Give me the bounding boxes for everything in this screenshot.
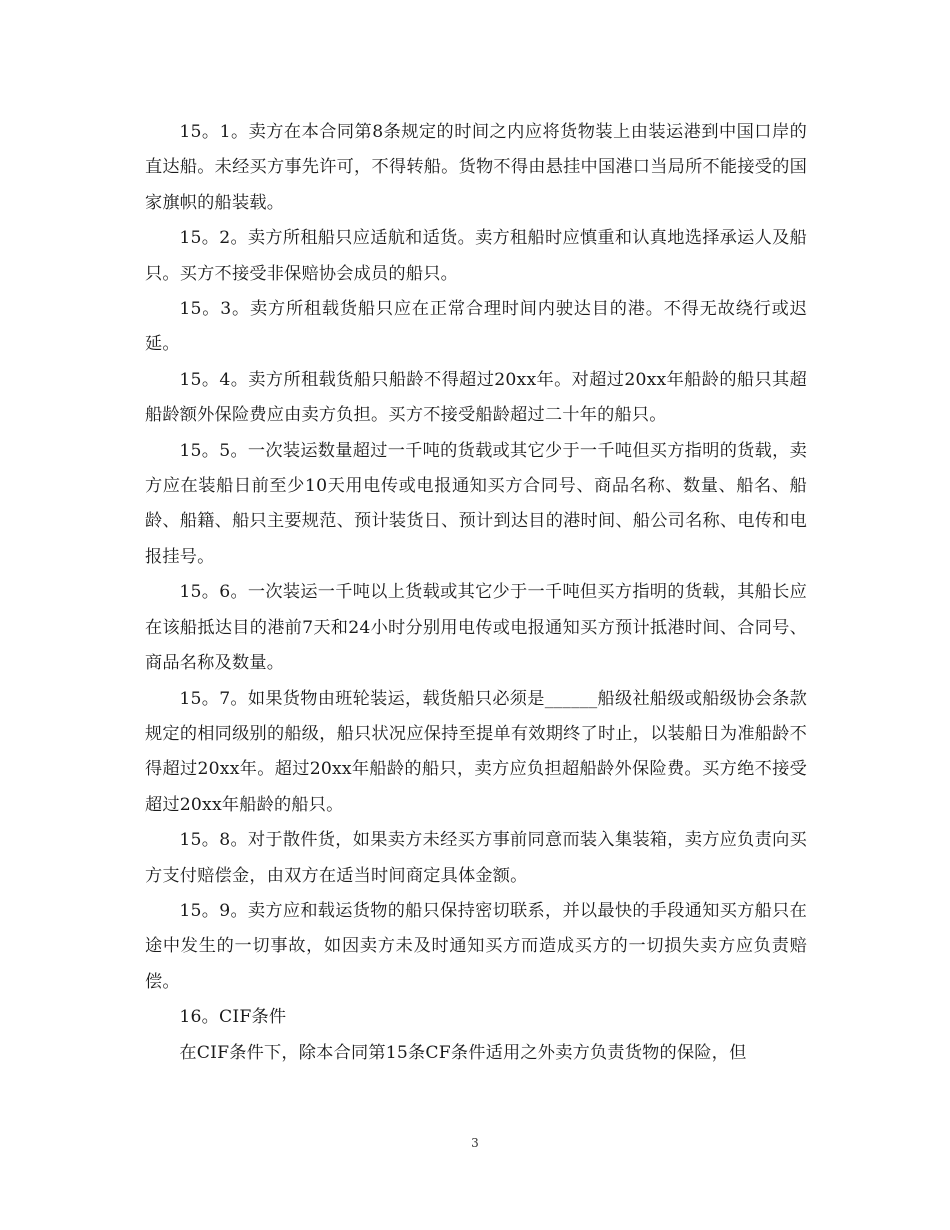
paragraph-15-3: 15。3。卖方所租载货船只应在正常合理时间内驶达目的港。不得无故绕行或迟延。 <box>145 299 807 355</box>
paragraph-15-1: 15。1。卖方在本合同第8条规定的时间之内应将货物装上由装运港到中国口岸的直达船。未经买方事先许可，不得转船。货物不得由悬挂中国港口当局所不能接受的国家旗帜的船装载。 <box>145 122 807 213</box>
paragraph-16-body: 在CIF条件下，除本合同第15条CF条件适用之外卖方负责货物的保险，但 <box>179 1042 747 1063</box>
paragraph-15-4: 15。4。卖方所租载货船只船龄不得超过20xx年。对超过20xx年船龄的船只其超船龄额外保险费应由卖方负担。买方不接受船龄超过二十年的船只。 <box>145 369 807 426</box>
paragraph-15-5: 15。5。一次装运数量超过一千吨的货载或其它少于一千吨但买方指明的货载，卖方应在装船日前至少10天用电传或电报通知买方合同号、商品名称、数量、船名、船龄、船籍、船只主要规范、预计装货日、预计到达目的港时间、船公司名称、电传和电报挂号。 <box>145 440 807 567</box>
section-heading-16: 16。CIF条件 <box>179 1007 287 1028</box>
paragraph-15-2: 15。2。卖方所租船只应适航和适货。卖方租船时应慎重和认真地选择承运人及船只。买方不接受非保赔协会成员的船只。 <box>145 228 807 284</box>
paragraph-15-6: 15。6。一次装运一千吨以上货载或其它少于一千吨但买方指明的货载，其船长应在该船抵达目的港前7天和24小时分别用电传或电报通知买方预计抵港时间、合同号、商品名称及数量。 <box>145 582 807 674</box>
paragraph-15-8: 15。8。对于散件货，如果卖方未经买方事前同意而装入集装箱，卖方应负责向买方支付赔偿金，由双方在适当时间商定具体金额。 <box>145 830 807 886</box>
page-number: 3 <box>471 1136 479 1150</box>
paragraph-15-9: 15。9。卖方应和载运货物的船只保持密切联系，并以最快的手段通知买方船只在途中发生的一切事故，如因卖方未及时通知买方而造成买方的一切损失卖方应负责赔偿。 <box>145 900 807 992</box>
paragraph-15-7: 15。7。如果货物由班轮装运，载货船只必须是______船级社船级或船级协会条款规定的相同级别的船级，船只状况应保持至提单有效期终了时止，以装船日为准船龄不得超过20xx年。超过20xx年船龄的船只，卖方应负担超船龄外保险费。买方绝不接受超过20xx年船龄的船只。 <box>145 688 807 815</box>
document-body <box>145 115 807 1071</box>
